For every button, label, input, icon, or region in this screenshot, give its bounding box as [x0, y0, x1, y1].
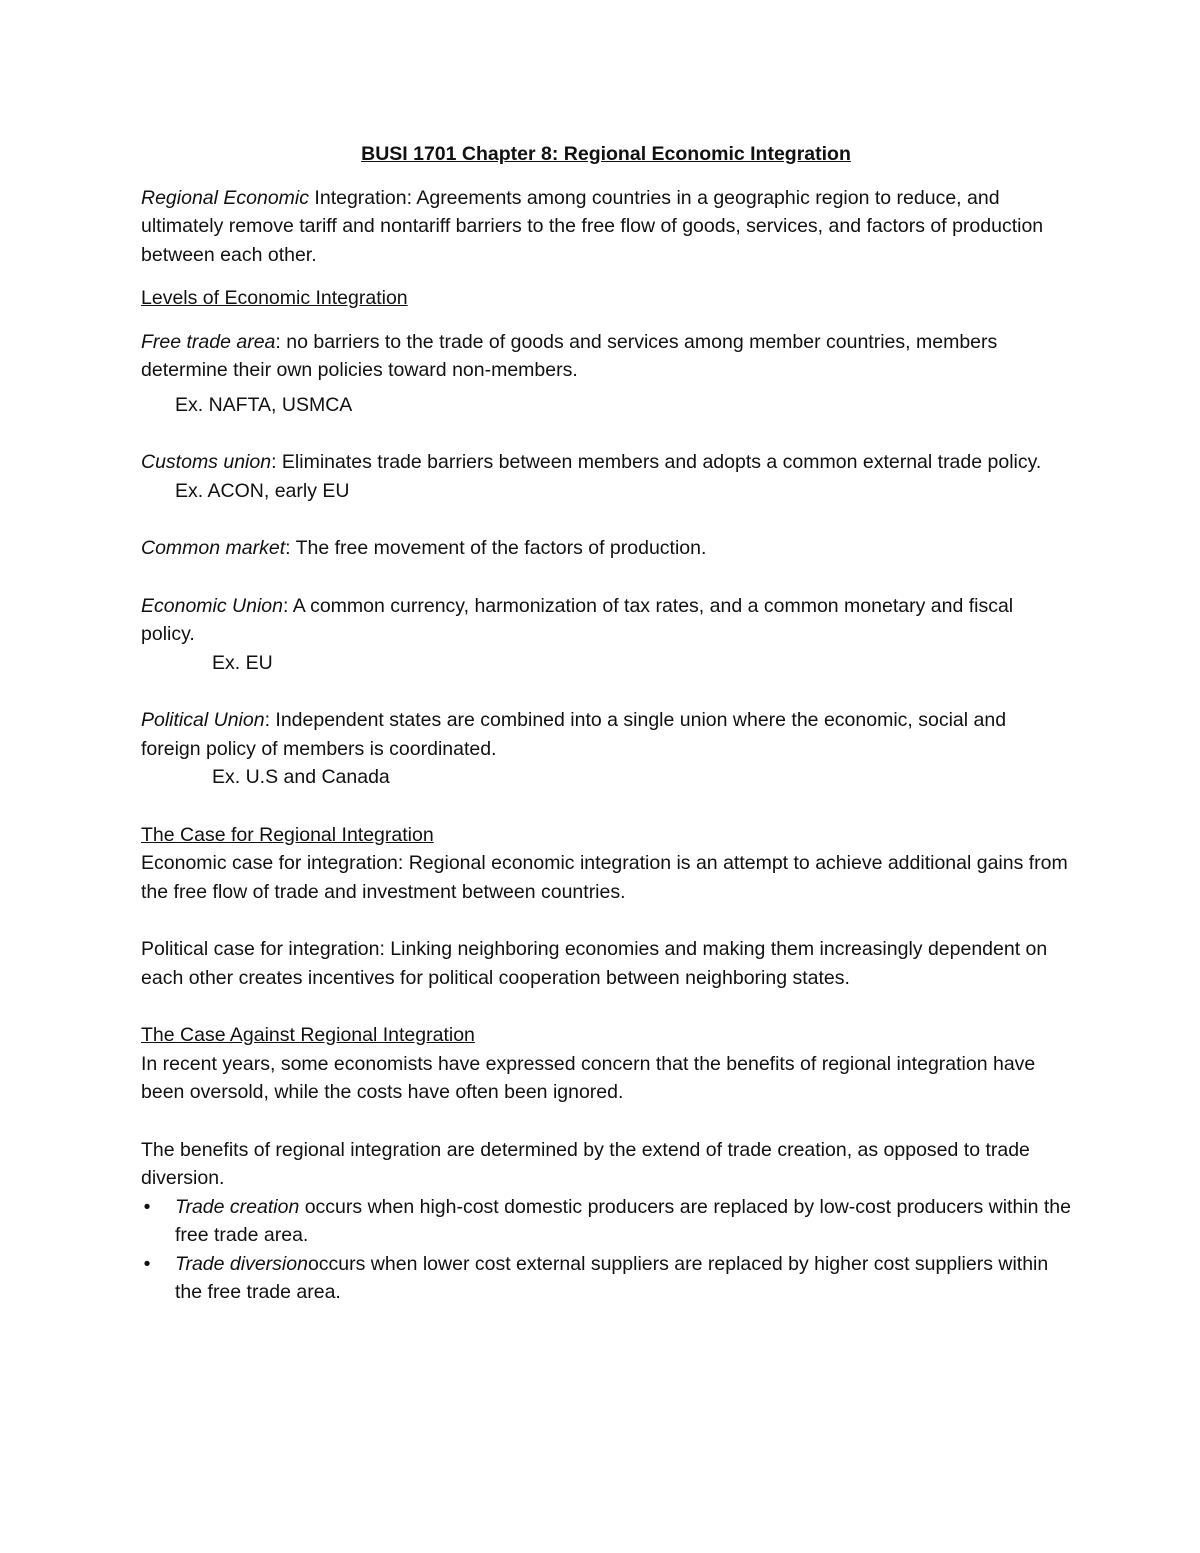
intro-paragraph	[141, 184, 1071, 270]
political-union-text: : Independent states are combined into a single union where the economic, social and foreign policy of members is coordinated.	[141, 709, 1007, 760]
free-trade-text: : no barriers to the trade of goods and services among member countries, members determine their own policies toward non-members.	[141, 330, 998, 381]
trade-diversion-term: Trade diversion	[175, 1252, 308, 1275]
intro-term: Regional Economic	[141, 186, 310, 209]
free-trade-term: Free trade area	[141, 330, 276, 353]
list-item	[141, 1250, 1071, 1307]
document-page	[141, 140, 1071, 1307]
common-market-term: Common market	[141, 537, 286, 559]
economic-union-paragraph	[141, 592, 1071, 649]
bullet-icon: •	[143, 1195, 151, 1218]
intro-text: Integration: Agreements among countries in a geographic region to reduce, and ultimately remove tariff and nontariff barriers to the free flow of goods, services, and factors of production between each other.	[141, 186, 1044, 266]
free-trade-example: Ex. NAFTA, USMCA	[175, 393, 353, 416]
free-trade-paragraph	[141, 328, 1071, 385]
economic-union-term: Economic Union	[141, 594, 283, 617]
levels-heading: Levels of Economic Integration	[141, 287, 408, 309]
political-union-term: Political Union	[141, 709, 265, 731]
list-item	[141, 1193, 1071, 1250]
customs-example: Ex. ACON, early EU	[175, 479, 350, 502]
case-against-paragraph-1: In recent years, some economists have expressed concern that the benefits of regional integration have been oversold, while the costs have often been ignored.	[141, 1052, 1036, 1103]
trade-diversion-text: occurs when lower cost external suppliers are replaced by higher cost suppliers within the free trade area.	[175, 1252, 1049, 1303]
trade-creation-text: occurs when high-cost domestic producers are replaced by low-cost producers within the free trade area.	[175, 1195, 1071, 1246]
case-for-heading: The Case for Regional Integration	[141, 823, 434, 846]
economic-union-text: : A common currency, harmonization of tax rates, and a common monetary and fiscal policy.	[141, 594, 1014, 645]
economic-case-paragraph: Economic case for integration: Regional economic integration is an attempt to achieve additional gains from the free flow of trade and investment between countries.	[141, 852, 1068, 903]
case-against-paragraph-2: The benefits of regional integration are determined by the extend of trade creation, as opposed to trade diversion.	[141, 1138, 1030, 1189]
document-title: BUSI 1701 Chapter 8: Regional Economic Integration	[361, 143, 851, 165]
bullet-icon: •	[143, 1252, 151, 1275]
trade-creation-term: Trade creation	[175, 1195, 300, 1218]
customs-text: : Eliminates trade barriers between members and adopts a common external trade policy.	[271, 451, 1042, 473]
common-market-paragraph	[141, 534, 1071, 563]
case-against-heading: The Case Against Regional Integration	[141, 1024, 475, 1046]
common-market-text: : The free movement of the factors of production.	[285, 537, 707, 559]
customs-paragraph	[141, 448, 1071, 477]
political-union-paragraph	[141, 706, 1071, 763]
economic-union-example: Ex. EU	[212, 651, 273, 674]
political-case-paragraph: Political case for integration: Linking neighboring economies and making them increasingly dependent on each other creates incentives for political cooperation between neighboring states.	[141, 938, 1048, 989]
customs-term: Customs union	[141, 451, 272, 473]
trade-effects-list	[141, 1193, 1071, 1307]
political-union-example: Ex. U.S and Canada	[212, 766, 390, 788]
